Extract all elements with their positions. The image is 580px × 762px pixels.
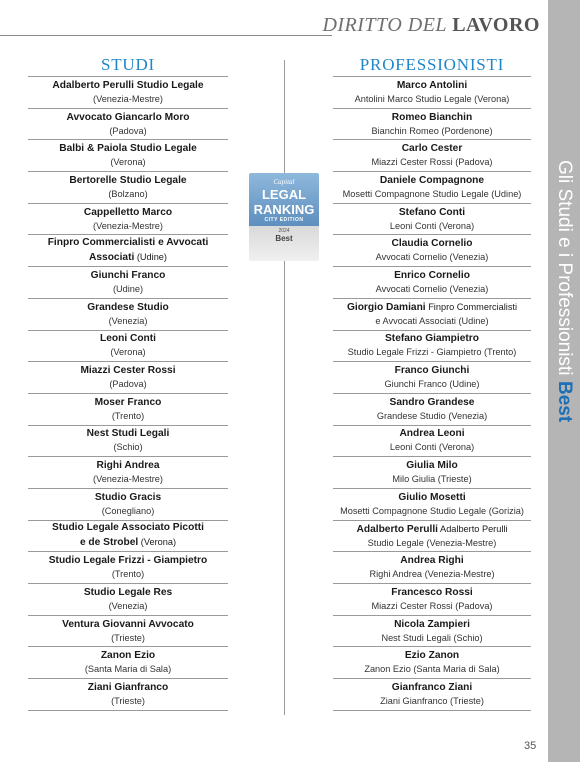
professional-name: Giulio Mosetti [398, 491, 466, 503]
list-item [333, 521, 531, 553]
list-item [333, 235, 531, 267]
studio-name: Finpro Commercialisti e Avvocati [47, 237, 209, 249]
professionisti-list [333, 76, 531, 711]
professional-firm: Miazzi Cester Rossi (Padova) [371, 600, 493, 611]
professional-firm: Mosetti Compagnone Studio Legale (Udine) [342, 188, 522, 199]
list-item [28, 204, 228, 236]
list-item [28, 299, 228, 331]
studio-name: Giunchi Franco [90, 269, 166, 281]
section-title [322, 14, 540, 37]
list-item [28, 489, 228, 521]
professional-firm-start: Adalberto Perulli [438, 523, 508, 534]
professional-name-line [333, 79, 531, 93]
professional-firm: Milo Giulia (Trieste) [392, 474, 472, 485]
professional-firm: Giunchi Franco (Udine) [384, 379, 480, 390]
professional-firm: Righi Andrea (Venezia-Mestre) [369, 569, 495, 580]
list-item [28, 457, 228, 489]
studio-place: (Santa Maria di Sala) [84, 664, 172, 675]
list-item [333, 299, 531, 331]
list-item [28, 552, 228, 584]
professional-name: Andrea Righi [400, 555, 464, 567]
list-item [333, 140, 531, 172]
professional-firm: Antolini Marco Studio Legale (Verona) [354, 93, 510, 104]
studio-place: (Trieste) [111, 632, 145, 643]
professional-name-line [333, 649, 531, 663]
studio-name-cont [28, 250, 228, 265]
studio-name: Balbi & Paiola Studio Legale [59, 143, 197, 155]
list-item [28, 235, 228, 267]
studio-name: Studio Legale Res [83, 586, 173, 598]
professional-firm: e Avvocati Associati (Udine) [375, 316, 489, 327]
professional-name: Francesco Rossi [391, 586, 473, 598]
studio-name: Nest Studi Legali [86, 428, 170, 440]
professional-name-line [333, 174, 531, 188]
professional-name-line [333, 300, 531, 315]
professional-name-line [333, 206, 531, 220]
studio-name: Studio Gracis [94, 491, 162, 503]
list-item [28, 362, 228, 394]
professional-name: Adalberto Perulli [356, 523, 439, 535]
list-item [333, 267, 531, 299]
professional-firm: Miazzi Cester Rossi (Padova) [371, 157, 493, 168]
studi-list [28, 76, 228, 711]
professional-name: Carlo Cester [401, 143, 463, 155]
professional-name-line [333, 269, 531, 283]
studio-name: Leoni Conti [99, 333, 157, 345]
professional-name: Marco Antolini [396, 79, 468, 91]
list-item [333, 457, 531, 489]
studio-name-cont [28, 535, 228, 550]
professional-firm: Mosetti Compagnone Studio Legale (Gorizia) [340, 505, 524, 516]
professional-name-line [333, 586, 531, 600]
studio-name: Cappelletto Marco [83, 206, 173, 218]
professional-firm: Ziani Gianfranco (Trieste) [380, 695, 484, 706]
studi-column [28, 54, 228, 711]
professional-name-line [333, 237, 531, 251]
studio-place: (Verona) [110, 157, 146, 168]
professional-firm: Leoni Conti (Verona) [389, 442, 475, 453]
list-item [28, 172, 228, 204]
section-title-strong: LAVORO [452, 14, 540, 36]
professional-name-line [333, 396, 531, 410]
professional-firm: Avvocati Cornelio (Venezia) [375, 252, 489, 263]
list-item [28, 331, 228, 363]
studio-name: Avvocato Giancarlo Moro [66, 111, 190, 123]
list-item [333, 362, 531, 394]
badge-year: 2024 [278, 228, 290, 234]
professional-name-line [333, 142, 531, 156]
list-item [333, 426, 531, 458]
studio-name: Moser Franco [94, 396, 162, 408]
professional-name: Andrea Leoni [399, 428, 465, 440]
studio-place: (Verona) [138, 537, 177, 548]
studio-place: (Schio) [113, 442, 143, 453]
badge-line2: RANKING [253, 202, 315, 217]
studio-name: Ventura Giovanni Avvocato [62, 618, 194, 630]
studio-place: (Padova) [109, 379, 147, 390]
list-item [333, 679, 531, 711]
studio-name: Ziani Gianfranco [87, 681, 169, 693]
studio-name: Studio Legale Associato Picotti [52, 522, 204, 534]
list-item [28, 521, 228, 553]
sidebar-caption-text: Gli Studi e i Professionisti [554, 160, 575, 376]
badge-edition: CITY EDITION [264, 217, 304, 223]
list-item [28, 267, 228, 299]
professional-name-line [333, 554, 531, 568]
professional-name-line [333, 522, 531, 537]
professional-name-line [333, 111, 531, 125]
list-item [333, 584, 531, 616]
professional-name: Romeo Bianchin [391, 111, 473, 123]
sidebar-caption [548, 160, 580, 460]
studio-name-cont-text: Associati [89, 252, 135, 264]
studi-title: STUDI [100, 55, 156, 74]
studio-place: (Trento) [111, 410, 145, 421]
professional-name: Stefano Conti [398, 206, 466, 218]
professional-firm-start: Finpro Commercialisti [425, 302, 518, 313]
professional-name: Giulia Milo [406, 460, 458, 472]
badge-brand: Capital [273, 178, 295, 186]
list-item [333, 331, 531, 363]
badge-label: Best [275, 234, 293, 243]
list-item [28, 426, 228, 458]
page-number: 35 [524, 740, 537, 752]
professionisti-title: PROFESSIONISTI [359, 55, 505, 74]
list-item [333, 77, 531, 109]
studio-place: (Trieste) [111, 695, 145, 706]
studio-name: Zanon Ezio [100, 650, 156, 662]
professional-name: Daniele Compagnone [379, 174, 485, 186]
professional-firm: Avvocati Cornelio (Venezia) [375, 283, 489, 294]
list-item [28, 140, 228, 172]
list-item [333, 489, 531, 521]
studio-place: (Bolzano) [108, 188, 148, 199]
studio-name: Bertorelle Studio Legale [69, 174, 187, 186]
list-item [333, 109, 531, 141]
studio-place: (Venezia) [108, 600, 148, 611]
professional-firm: Studio Legale Frizzi - Giampietro (Trento) [347, 347, 517, 358]
professional-firm: Bianchin Romeo (Pordenone) [371, 125, 493, 136]
studio-place: (Udine) [112, 283, 144, 294]
professional-name-line [333, 332, 531, 346]
studio-place: (Venezia) [108, 315, 148, 326]
section-title-light: DIRITTO DEL [322, 14, 453, 36]
list-item [333, 647, 531, 679]
professional-name: Gianfranco Ziani [391, 681, 473, 693]
list-item [333, 616, 531, 648]
professional-name: Giorgio Damiani [346, 302, 426, 314]
studio-name-cont-text: e de Strobel [79, 537, 139, 549]
studio-place: (Venezia-Mestre) [93, 474, 163, 485]
studio-name: Righi Andrea [96, 460, 160, 472]
professional-name: Claudia Cornelio [391, 238, 473, 250]
studio-place: (Venezia-Mestre) [93, 220, 163, 231]
professional-name-line [333, 491, 531, 505]
studio-name: Miazzi Cester Rossi [80, 365, 176, 377]
studio-place: (Padova) [109, 125, 147, 136]
list-item [28, 77, 228, 109]
professional-name-line [333, 427, 531, 441]
professional-firm: Nest Studi Legali (Schio) [381, 632, 483, 643]
studio-place: (Udine) [134, 252, 167, 263]
professional-name: Sandro Grandese [389, 396, 475, 408]
professional-name: Stefano Giampietro [385, 333, 479, 345]
professional-firm: Zanon Ezio (Santa Maria di Sala) [364, 664, 500, 675]
list-item [28, 109, 228, 141]
list-item [333, 204, 531, 236]
list-item [333, 172, 531, 204]
studio-place: (Trento) [111, 569, 145, 580]
professional-firm: Studio Legale (Venezia-Mestre) [367, 537, 497, 548]
professionisti-column [333, 54, 531, 711]
studio-name: Grandese Studio [87, 301, 169, 313]
list-item [28, 394, 228, 426]
professional-name-line [333, 618, 531, 632]
studio-place: (Conegliano) [101, 505, 155, 516]
professional-name-line [333, 681, 531, 695]
list-item [28, 616, 228, 648]
list-item [333, 552, 531, 584]
professional-name: Nicola Zampieri [394, 618, 470, 630]
professional-name: Ezio Zanon [404, 650, 460, 662]
list-item [28, 584, 228, 616]
legal-ranking-badge [249, 173, 319, 261]
professional-name: Enrico Cornelio [394, 269, 470, 281]
professional-name-line [333, 364, 531, 378]
professional-firm: Leoni Conti (Verona) [389, 220, 475, 231]
studio-name: Adalberto Perulli Studio Legale [52, 79, 204, 91]
list-item [28, 647, 228, 679]
professional-name-line [333, 459, 531, 473]
column-divider [284, 60, 285, 715]
badge-line1: LEGAL [261, 187, 307, 202]
professional-firm: Grandese Studio (Venezia) [376, 410, 488, 421]
studio-place: (Verona) [110, 347, 146, 358]
studio-place: (Venezia-Mestre) [93, 93, 163, 104]
list-item [28, 679, 228, 711]
sidebar-caption-highlight: Best [554, 381, 575, 423]
list-item [333, 394, 531, 426]
header-rule [0, 35, 332, 36]
professional-name: Franco Giunchi [394, 365, 470, 377]
studio-name: Studio Legale Frizzi - Giampietro [48, 555, 208, 567]
